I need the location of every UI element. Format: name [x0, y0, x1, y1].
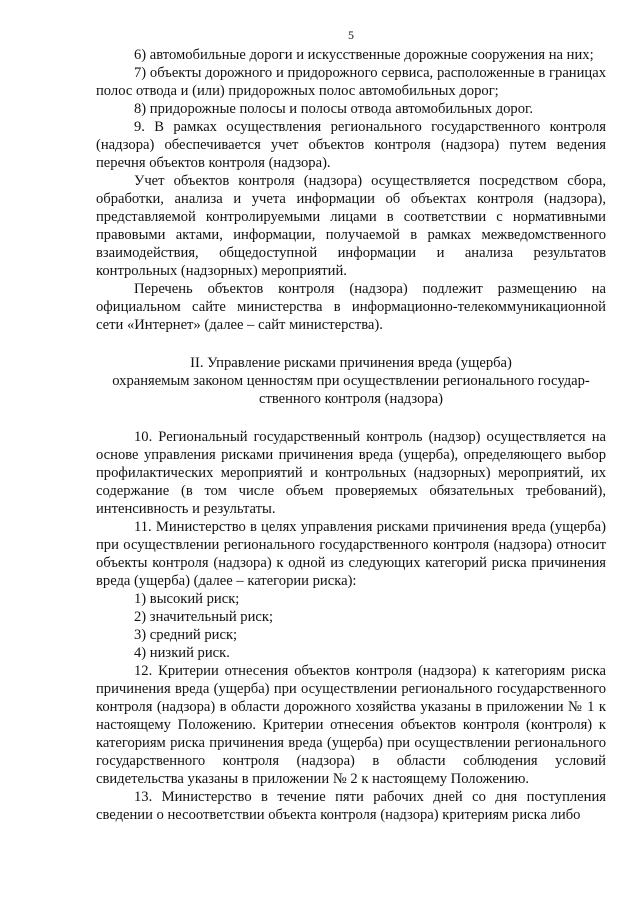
page-number: 5 — [348, 28, 354, 42]
list-item-8: 8) придорожные полосы и полосы отвода автомобильных дорог. — [134, 101, 534, 117]
paragraph-uchet: Учет объектов контроля (надзора) осуществляется посредством сбора, обработки, анализа и учета информации об объектах контроля (надзора), представляемой контролируемыми лицами в соответствии с нормативными правовыми актами, информации, получаемой в рамках межведомственного взаимодействия, общедоступной информации и анализа результатов контрольных (надзорных) мероприятий. — [96, 173, 606, 279]
document-page — [96, 28, 606, 824]
risk-item: 2) значительный риск; — [134, 609, 274, 625]
paragraph-12: 12. Критерии отнесения объектов контроля (надзора) к категориям риска причинения вреда (ущерба) при осуществлении регионального государственного контроля (надзора) в области дорожного хозяйства указаны в приложении № 1 к настоящему Положению. Критерии отнесения объектов контроля (контроля) к категориям риска причинения вреда (ущерба) при осуществлении регионального государственного контроля (надзора) в области соблюдения условий свидетельства указаны в приложении № 2 к настоящему Положению. — [96, 663, 606, 787]
risk-item: 4) низкий риск. — [134, 645, 230, 661]
section-heading-line: II. Управление рисками причинения вреда (ущерба) — [190, 355, 512, 371]
list-item-7: 7) объекты дорожного и придорожного сервиса, расположенные в границах полос отвода и (или) придорожных полос автомобильных дорог; — [96, 65, 606, 99]
paragraph-13: 13. Министерство в течение пяти рабочих дней со дня поступления сведении о несоответствии объекта контроля (надзора) критериям риска либо — [96, 789, 606, 823]
list-item-6: 6) автомобильные дороги и искусственные дорожные сооружения на них; — [134, 47, 594, 63]
section-heading — [96, 354, 606, 408]
risk-item: 1) высокий риск; — [134, 591, 240, 607]
section-heading-line: охраняемым законом ценностям при осуществлении регионального государ- — [112, 373, 590, 389]
paragraph-10: 10. Региональный государственный контроль (надзор) осуществляется на основе управления рисками причинения вреда (ущерба), определяющего выбор профилактических мероприятий и контрольных (надзорных) мероприятий, их содержание (в том числе объем проверяемых обязательных требований), интенсивность и результаты. — [96, 429, 606, 517]
section-heading-line: ственного контроля (надзора) — [258, 391, 444, 407]
paragraph-perechen: Перечень объектов контроля (надзора) подлежит размещению на официальном сайте министерства в информационно-телекоммуникационной сети «Интернет» (далее – сайт министерства). — [96, 281, 606, 333]
paragraph-9: 9. В рамках осуществления регионального государственного контроля (надзора) обеспечивается учет объектов контроля (надзора) путем ведения перечня объектов контроля (надзора). — [96, 119, 606, 171]
risk-item: 3) средний риск; — [134, 627, 238, 643]
paragraph-11: 11. Министерство в целях управления рисками причинения вреда (ущерба) при осуществлении регионального государственного контроля (надзора) относит объекты контроля (надзора) к одной из следующих категорий риска причинения вреда (ущерба) (далее – категории риска): — [96, 519, 606, 589]
